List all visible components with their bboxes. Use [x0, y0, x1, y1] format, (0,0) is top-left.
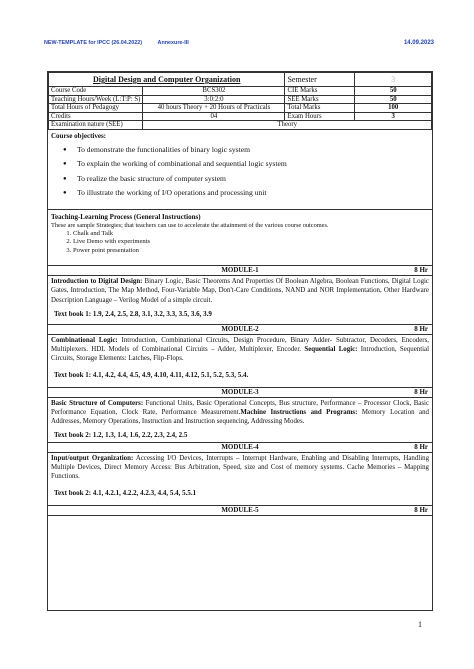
- info-key: Teaching Hours/Week (L:T:P: S): [49, 95, 143, 104]
- teaching-learning: [48, 209, 432, 257]
- module-textbook: Text book 1: 4.1, 4.2, 4.4, 4.5, 4.9, 4.10, 4.11, 4.12, 5.1, 5.2, 5.3, 5.4.: [54, 370, 249, 379]
- module-name: MODULE-4: [221, 443, 259, 452]
- module-header: [48, 442, 432, 453]
- module-header: [48, 324, 432, 335]
- objective-item: ● To illustrate the working of I/O operations and processing unit: [51, 186, 429, 201]
- module-lead: Introduction to Digital Design:: [51, 278, 143, 286]
- objective-item: ● To demonstrate the functionalities of binary logic system: [51, 143, 429, 158]
- info-key: Total Marks: [285, 104, 355, 113]
- exam-nature-value: Theory: [143, 121, 432, 130]
- module-body: [48, 453, 432, 483]
- module-text: Memory Location and Addresses, Memory Operations, Instruction and Instruction sequencing, Addressing Modes.: [51, 409, 429, 426]
- module-textbook: Text book 2: 4.1, 4.2.1, 4.2.2, 4.2.3, 4.4, 5.4, 5.5.1: [54, 489, 197, 498]
- module-hours: 8 Hr: [414, 506, 428, 515]
- template-label: NEW-TEMPLATE for IPCC (26.04.2022): [44, 40, 143, 46]
- module-lead: Basic Structure of Computers:: [51, 399, 144, 407]
- page-number: 1: [418, 620, 422, 629]
- teaching-item: 1. Chalk and Talk: [73, 230, 429, 239]
- course-title: Digital Design and Computer Organization: [49, 73, 285, 87]
- info-row: [49, 95, 432, 104]
- semester-value: 3: [355, 73, 432, 87]
- info-value: 50: [355, 87, 432, 96]
- info-value: 50: [355, 95, 432, 104]
- teaching-title: Teaching-Learning Process (General Instructions): [51, 212, 201, 221]
- module-lead: Combinational Logic:: [51, 336, 118, 344]
- module-lead: Sequential Logic:: [304, 345, 358, 353]
- module-header: [48, 505, 432, 516]
- course-info-table: [48, 72, 432, 130]
- teaching-item: 3. Power point presentation: [73, 247, 429, 256]
- teaching-list: [51, 230, 429, 256]
- objective-item: ● To realize the basic structure of computer system: [51, 172, 429, 187]
- annexure-label: Annexure-III: [157, 40, 189, 46]
- teaching-item: 2. Live Demo with experiments: [73, 238, 429, 247]
- header-date: 14.09.2023: [403, 40, 434, 46]
- info-value: 04: [143, 112, 285, 121]
- objectives-list: [51, 143, 429, 201]
- info-value: BCS302: [143, 87, 285, 96]
- module-name: MODULE-2: [221, 324, 259, 333]
- course-objectives: [48, 130, 432, 203]
- info-value: 100: [355, 104, 432, 113]
- module-name: MODULE-5: [221, 506, 259, 515]
- module-text: Introduction, Sequential Circuits, Storage Elements: Latches, Flip-Flops.: [51, 345, 430, 362]
- exam-nature-row: [49, 121, 432, 130]
- semester-label: Semester: [285, 73, 355, 87]
- module-body: [48, 335, 432, 365]
- info-key: Total Hours of Pedagogy: [49, 104, 143, 113]
- module-body: [48, 276, 432, 306]
- teaching-desc: These are sample Strategies; that teachers can use to accelerate the attainment of the various course outcomes.: [51, 221, 329, 229]
- module-hours: 8 Hr: [414, 266, 428, 275]
- info-key: CIE Marks: [285, 87, 355, 96]
- exam-nature-label: Examination nature (SEE): [49, 121, 143, 130]
- info-value: 3: [355, 112, 432, 121]
- info-row: [49, 87, 432, 96]
- module-textbook: Text book 2: 1.2, 1.3, 1.4, 1.6, 2.2, 2.3, 2.4, 2.5: [54, 431, 188, 440]
- module-lead: Input/output Organization:: [51, 455, 134, 463]
- module-header: [48, 387, 432, 398]
- template-header: [44, 40, 189, 46]
- module-text: Binary Logic, Basic Theorems And Properties Of Boolean Algebra, Boolean Functions, Digital Logic Gates, Introduction, The Map Method, Four-Variable Map, Don't-Care Conditions, NAND and NOR Implementation, Other Hardware Description Language – Verilog Model of a simple circuit.: [51, 278, 429, 304]
- module-name: MODULE-1: [221, 266, 259, 275]
- info-key: Course Code: [49, 87, 143, 96]
- module-textbook: Text book 1: 1.9, 2.4, 2.5, 2.8, 3.1, 3.2, 3.3, 3.5, 3.6, 3.9: [54, 309, 212, 318]
- objective-item: ● To explain the working of combinational and sequential logic system: [51, 157, 429, 172]
- module-text: Accessing I/O Devices, Interrupts – Interrupt Hardware, Enabling and Disabling Interrupts, Handling Multiple Devices, Direct Memory Access: Bus Arbitration, Speed, size and Cost of memory systems. Cache Memories – Mapping Functions.: [51, 455, 430, 481]
- info-key: SEE Marks: [285, 95, 355, 104]
- module-name: MODULE-3: [221, 387, 259, 396]
- module-header: [48, 265, 432, 276]
- info-key: Credits: [49, 112, 143, 121]
- module-hours: 8 Hr: [414, 324, 428, 333]
- module-hours: 8 Hr: [414, 443, 428, 452]
- objectives-title: Course objectives:: [51, 131, 107, 140]
- module-body: [48, 398, 432, 428]
- syllabus-frame: [47, 71, 433, 611]
- info-key: Exam Hours: [285, 112, 355, 121]
- info-value: 40 hours Theory + 20 Hours of Practicals: [143, 104, 285, 113]
- title-row: [49, 73, 432, 87]
- module-hours: 8 Hr: [414, 387, 428, 396]
- module-text: Introduction, Combinational Circuits, Design Procedure, Binary Adder- Subtractor, Decoders, Encoders, Multiplexers. HDL Models of Combinational Circuits – Adder, Multiplexer, Encoder.: [51, 336, 429, 353]
- info-row: [49, 112, 432, 121]
- info-row: [49, 104, 432, 113]
- module-lead: Machine Instructions and Programs:: [240, 409, 358, 416]
- info-value: 3:0:2:0: [143, 95, 285, 104]
- module-text: Functional Units, Basic Operational Concepts, Bus structure, Performance – Processor Clock, Basic Performance Equation, Clock Rate, Performance Measurement.: [51, 399, 430, 416]
